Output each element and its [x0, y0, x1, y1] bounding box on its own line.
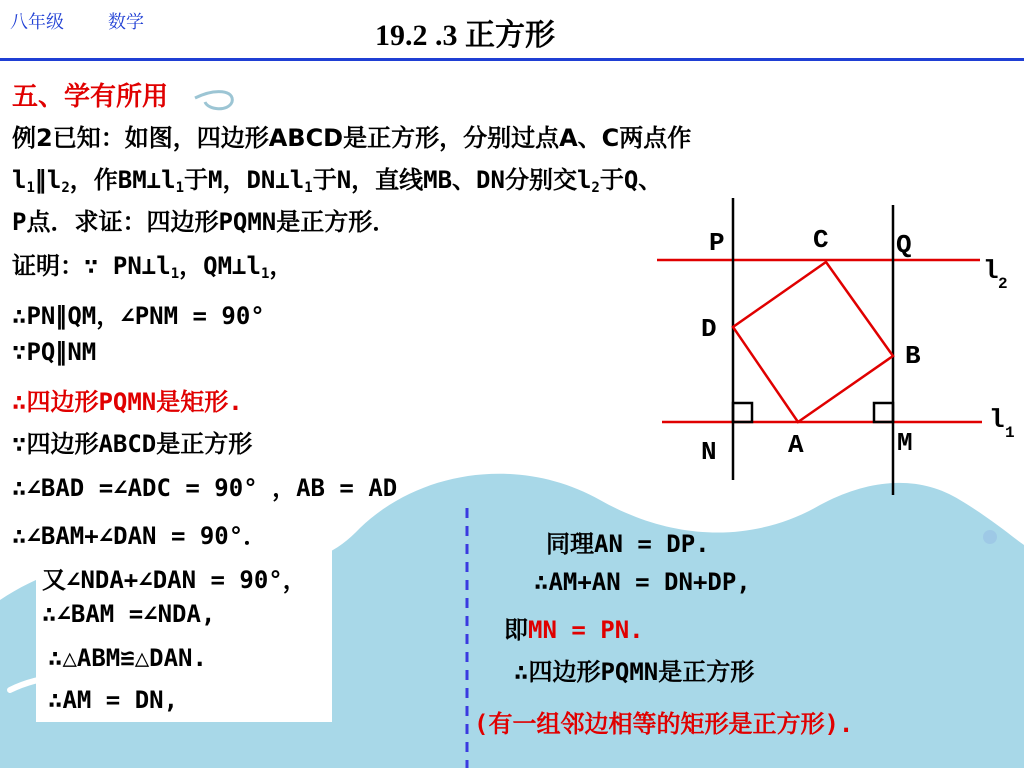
label-q: Q — [896, 230, 912, 260]
proof-line-7: ∴∠BAM+∠DAN = 90°． — [12, 522, 268, 550]
label-l2: l — [983, 256, 999, 286]
label-d: D — [701, 314, 717, 344]
label-p: P — [709, 228, 725, 258]
right-angle-m — [874, 403, 893, 422]
label-l1: l — [989, 405, 1005, 435]
proof-line-11: ∴AM = DN, — [48, 686, 179, 714]
proof-line-3: ∵PQ∥NM — [12, 338, 97, 366]
label-n: N — [701, 437, 717, 467]
proof-right-line-5: (有一组邻边相等的矩形是正方形). — [474, 710, 854, 738]
problem-line-2: $l_1\parallel l_2$，作$BM\perp l_1$于M，$DN\perp l_1$于N，直线MB、DN分别交$l_2$于Q、 — [12, 166, 663, 196]
proof-line-4: ∴四边形PQMN是矩形. — [12, 388, 243, 416]
proof-right-line-3: 即MN = PN. — [504, 616, 644, 644]
problem-line-3: P点．求证：四边形PQMN是正方形． — [12, 208, 397, 236]
proof-line-6: ∴∠BAD =∠ADC = 90° ，AB = AD — [12, 474, 398, 502]
proof-line-5: ∵四边形ABCD是正方形 — [12, 430, 253, 458]
label-m: M — [897, 428, 913, 458]
square-abcd — [733, 262, 893, 422]
section-title: 五、学有所用 — [12, 82, 169, 112]
header-subject: 数学 — [108, 12, 144, 33]
label-b: B — [905, 341, 921, 371]
proof-line-10: ∴△ABM≌△DAN. — [48, 644, 207, 672]
problem-line-1: 例2已知：如图，四边形ABCD是正方形，分别过点A、C两点作 — [12, 124, 692, 152]
right-angle-n — [733, 403, 752, 422]
proof-line-1: 证明：∵ $PN\perp l_1$，$QM\perp l_1$， — [12, 252, 294, 282]
proof-right-line-2: ∴AM+AN = DN+DP, — [534, 568, 751, 596]
proof-right-line-4: ∴四边形PQMN是正方形 — [514, 658, 755, 686]
label-a: A — [788, 430, 804, 460]
proof-line-8: 又∠NDA+∠DAN = 90°， — [42, 566, 307, 594]
label-l1-sub: 1 — [1005, 424, 1015, 442]
header-grade: 八年级 — [10, 12, 64, 33]
proof-line-9: ∴∠BAM =∠NDA, — [42, 600, 216, 628]
page-title: 19.2 .3 正方形 — [375, 19, 555, 52]
proof-right-line-1: 同理AN = DP. — [546, 530, 710, 558]
label-c: C — [813, 225, 829, 255]
label-l2-sub: 2 — [998, 275, 1008, 293]
proof-line-2: ∴PN∥QM，∠PNM = 90° — [12, 302, 265, 330]
